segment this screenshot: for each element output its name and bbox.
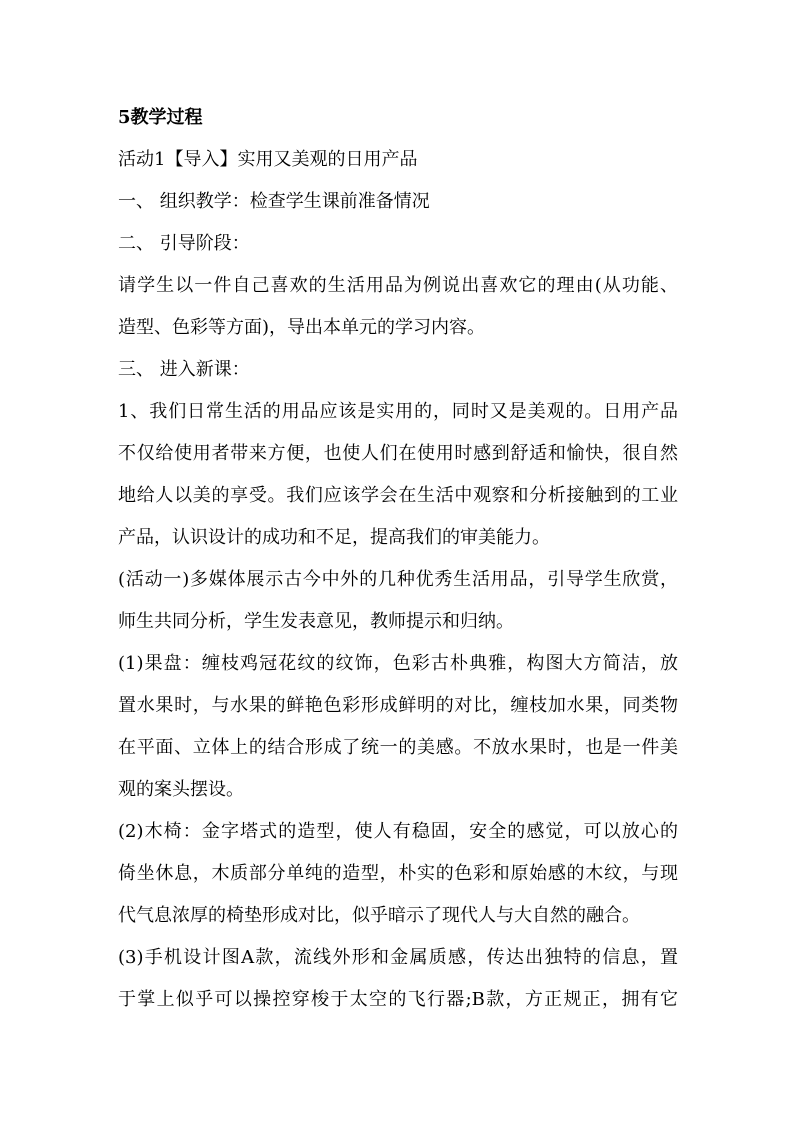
paragraph-line: 不仅给使用者带来方便，也使人们在使用时感到舒适和愉快，很自然: [118, 443, 678, 464]
paragraph-line: 观的案头摆设。: [118, 779, 244, 800]
paragraph-line: 请学生以一件自己喜欢的生活用品为例说出喜欢它的理由(从功能、: [118, 275, 678, 296]
paragraph-line: 产品，认识设计的成功和不足，提高我们的审美能力。: [118, 527, 550, 548]
paragraph-line: 1、我们日常生活的用品应该是实用的，同时又是美观的。日用产品: [118, 401, 678, 422]
paragraph-line: 倚坐休息，木质部分单纯的造型，朴实的色彩和原始感的木纹，与现: [118, 863, 678, 884]
paragraph-line: 在平面、立体上的结合形成了统一的美感。不放水果时，也是一件美: [118, 737, 678, 758]
paragraph-line: 置水果时，与水果的鲜艳色彩形成鲜明的对比，缠枝加水果，同类物: [118, 695, 678, 716]
section-title: 5教学过程: [118, 107, 203, 128]
paragraph-line: (活动一)多媒体展示古今中外的几种优秀生活用品，引导学生欣赏，: [118, 569, 678, 590]
paragraph-line: 师生共同分析，学生发表意见，教师提示和归纳。: [118, 611, 514, 632]
step-one-heading: 一、 组织教学：检查学生课前准备情况: [118, 191, 430, 212]
activity-heading: 活动1【导入】实用又美观的日用产品: [118, 149, 418, 170]
paragraph-line: 代气息浓厚的椅垫形成对比，似乎暗示了现代人与大自然的融合。: [118, 905, 640, 926]
paragraph-line: (2)木椅：金字塔式的造型，使人有稳固，安全的感觉，可以放心的: [118, 821, 678, 842]
step-three-heading: 三、 进入新课：: [118, 359, 250, 380]
step-two-heading: 二、 引导阶段：: [118, 233, 250, 254]
paragraph-line: (3)手机设计图A款，流线外形和金属质感，传达出独特的信息，置: [118, 947, 678, 968]
paragraph-line: 地给人以美的享受。我们应该学会在生活中观察和分析接触到的工业: [118, 485, 678, 506]
paragraph-line: (1)果盘：缠枝鸡冠花纹的纹饰，色彩古朴典雅，构图大方简洁，放: [118, 653, 678, 674]
paragraph-line: 于掌上似乎可以操控穿梭于太空的飞行器;B款，方正规正，拥有它: [118, 989, 678, 1010]
paragraph-line: 造型、色彩等方面)，导出本单元的学习内容。: [118, 317, 486, 338]
